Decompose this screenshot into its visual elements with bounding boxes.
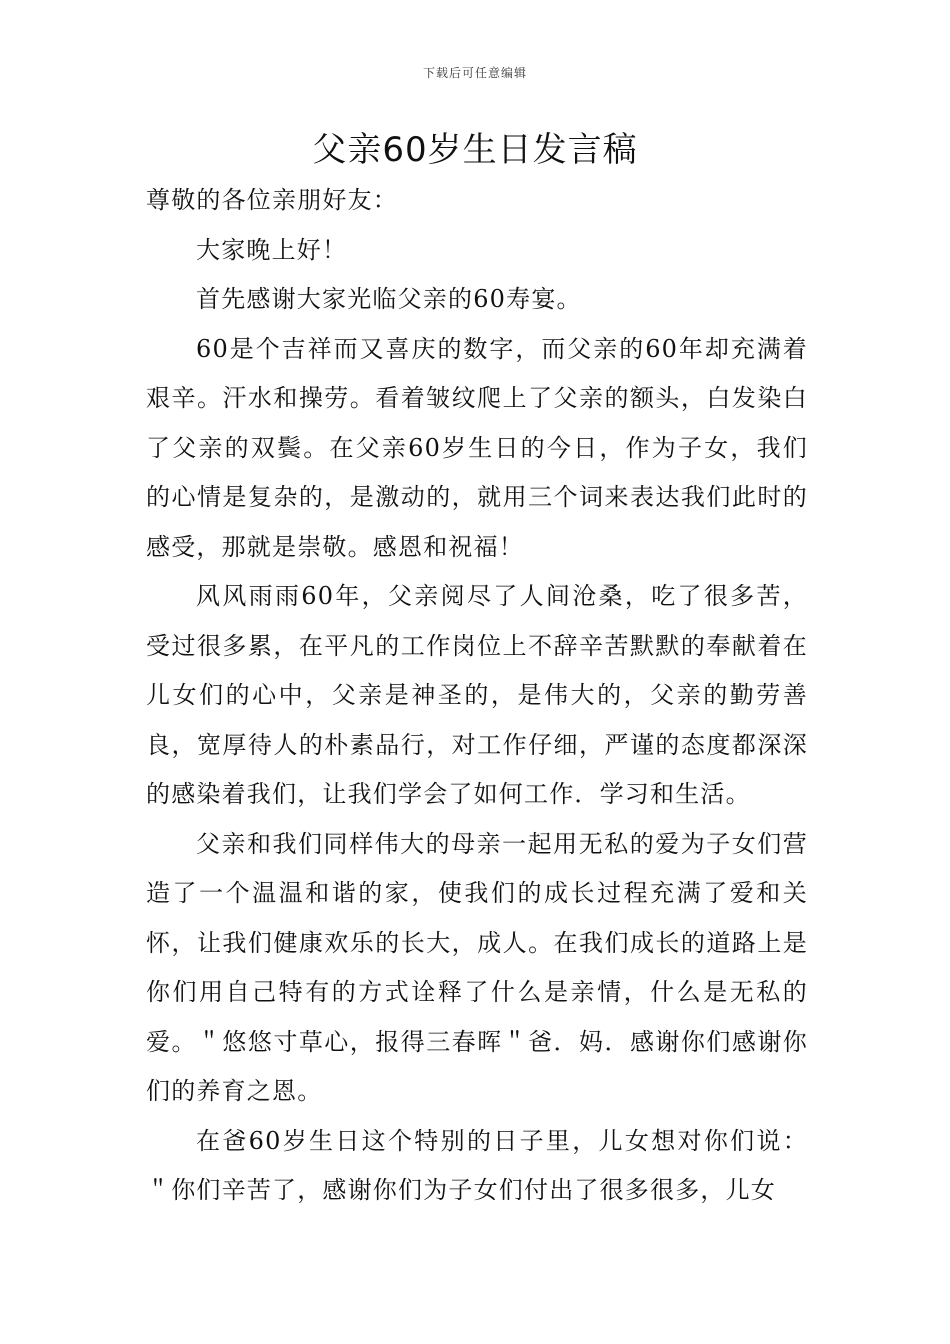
header-note: 下载后可任意编辑 [422,66,527,80]
paragraph-birthday-wish: 在爸60岁生日这个特别的日子里，儿女想对你们说：＂你们辛苦了，感谢你们为子女们付出了很多很多，儿女 [146,1126,808,1204]
paragraph-thanks: 首先感谢大家光临父亲的60寿宴。 [196,285,582,313]
paragraph-father-hardship: 风风雨雨60年，父亲阅尽了人间沧桑，吃了很多苦，受过很多累，在平凡的工作岗位上不辞辛苦默默的奉献着在儿女们的心中，父亲是神圣的，是伟大的，父亲的勤劳善良，宽厚待人的朴素品行，对工作仔细，严谨的态度都深深的感染着我们，让我们学会了如何工作．学习和生活。 [146,582,808,808]
paragraph-parents-love: 父亲和我们同样伟大的母亲一起用无私的爱为子女们营造了一个温温和谐的家，使我们的成长过程充满了爱和关怀，让我们健康欢乐的长大，成人。在我们成长的道路上是你们用自己特有的方式诠释了什么是亲情，什么是无私的爱。＂悠悠寸草心，报得三春晖＂爸．妈．感谢你们感谢你们的养育之恩。 [146,829,808,1105]
document-title: 父亲60岁生日发言稿 [312,130,638,170]
salutation: 尊敬的各位亲朋好友： [146,186,398,214]
paragraph-sixty-years: 60是个吉祥而又喜庆的数字，而父亲的60年却充满着艰辛。汗水和操劳。看着皱纹爬上了父亲的额头，白发染白了父亲的双鬓。在父亲60岁生日的今日，作为子女，我们的心情是复杂的，是激动的，就用三个词来表达我们此时的感受，那就是崇敬。感恩和祝福！ [146,334,808,561]
document-body [146,176,808,1216]
paragraph-greeting: 大家晚上好！ [196,235,348,264]
